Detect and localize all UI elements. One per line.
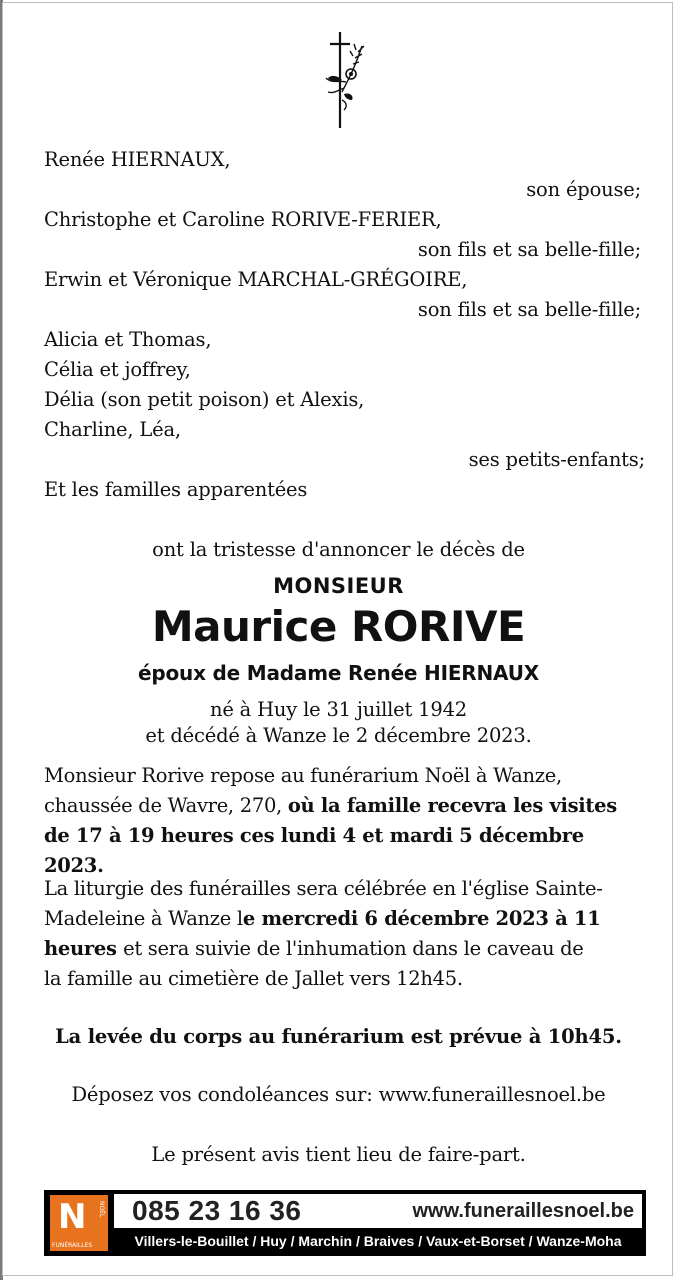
relatives-line: Et les familles apparentées: [44, 478, 308, 501]
town-list: Villers-le-Bouillet / Huy / Marchin / Braives / Vaux-et-Borset / Wanze-Moha: [134, 1233, 622, 1249]
banner-contact-bar: [114, 1194, 642, 1228]
visits-paragraph: [44, 761, 644, 881]
visits-hours: de 17 à 19 heures ces lundi 4 et mardi 5 décembre 2023.: [44, 824, 584, 877]
condolences-line: Déposez vos condoléances sur: www.funeraillesnoel.be: [71, 1083, 606, 1106]
grandchild-line: Délia (son petit poison) et Alexis,: [44, 388, 365, 411]
funeral-paragraph: [44, 874, 644, 994]
levee-line: La levée du corps au funérarium est prévue à 10h45.: [55, 1025, 622, 1048]
birth-line: né à Huy le 31 juillet 1942: [209, 698, 467, 721]
grandchild-line: Charline, Léa,: [44, 418, 181, 441]
death-line: et décédé à Wanze le 2 décembre 2023.: [145, 724, 532, 747]
son2-name: Erwin et Véronique MARCHAL-GRÉGOIRE,: [44, 268, 468, 291]
spouse-role: son épouse;: [526, 178, 641, 201]
funeral-line: La liturgie des funérailles sera célébrée en l'église Sainte-: [44, 877, 603, 900]
visits-line: Monsieur Rorive repose au funérarium Noël à Wanze,: [44, 764, 562, 787]
son1-name: Christophe et Caroline RORIVE-FERIER,: [44, 208, 442, 231]
funeral-line: heures et sera suivie de l'inhumation dans le caveau de: [44, 937, 584, 960]
visits-line: chaussée de Wavre, 270, où la famille recevra les visites: [44, 794, 617, 817]
son2-role: son fils et sa belle-fille;: [417, 298, 641, 321]
grandchildren-role: ses petits-enfants;: [468, 448, 645, 471]
funeral-home-banner: [44, 1190, 646, 1256]
notice-line: Le présent avis tient lieu de faire-part.: [151, 1143, 526, 1166]
cross-with-flower-icon: [318, 30, 368, 130]
funeral-home-logo: N NOËL FUNÉRAILLES: [50, 1195, 108, 1251]
spouse-of-line: époux de Madame Renée HIERNAUX: [138, 661, 539, 685]
spouse-name: Renée HIERNAUX,: [44, 148, 231, 171]
deceased-title: MONSIEUR: [273, 574, 404, 598]
grandchild-line: Célia et joffrey,: [44, 358, 191, 381]
phone-number: 085 23 16 36: [132, 1195, 302, 1226]
announcement-intro: ont la tristesse d'annoncer le décès de: [152, 538, 525, 561]
deceased-name: Maurice RORIVE: [151, 602, 526, 651]
funeral-line: la famille au cimetière de Jallet vers 12h45.: [44, 967, 463, 990]
website-link[interactable]: www.funeraillesnoel.be: [412, 1200, 634, 1222]
funeral-line: Madeleine à Wanze le mercredi 6 décembre 2023 à 11: [44, 907, 601, 930]
son1-role: son fils et sa belle-fille;: [417, 238, 641, 261]
grandchild-line: Alicia et Thomas,: [44, 328, 212, 351]
